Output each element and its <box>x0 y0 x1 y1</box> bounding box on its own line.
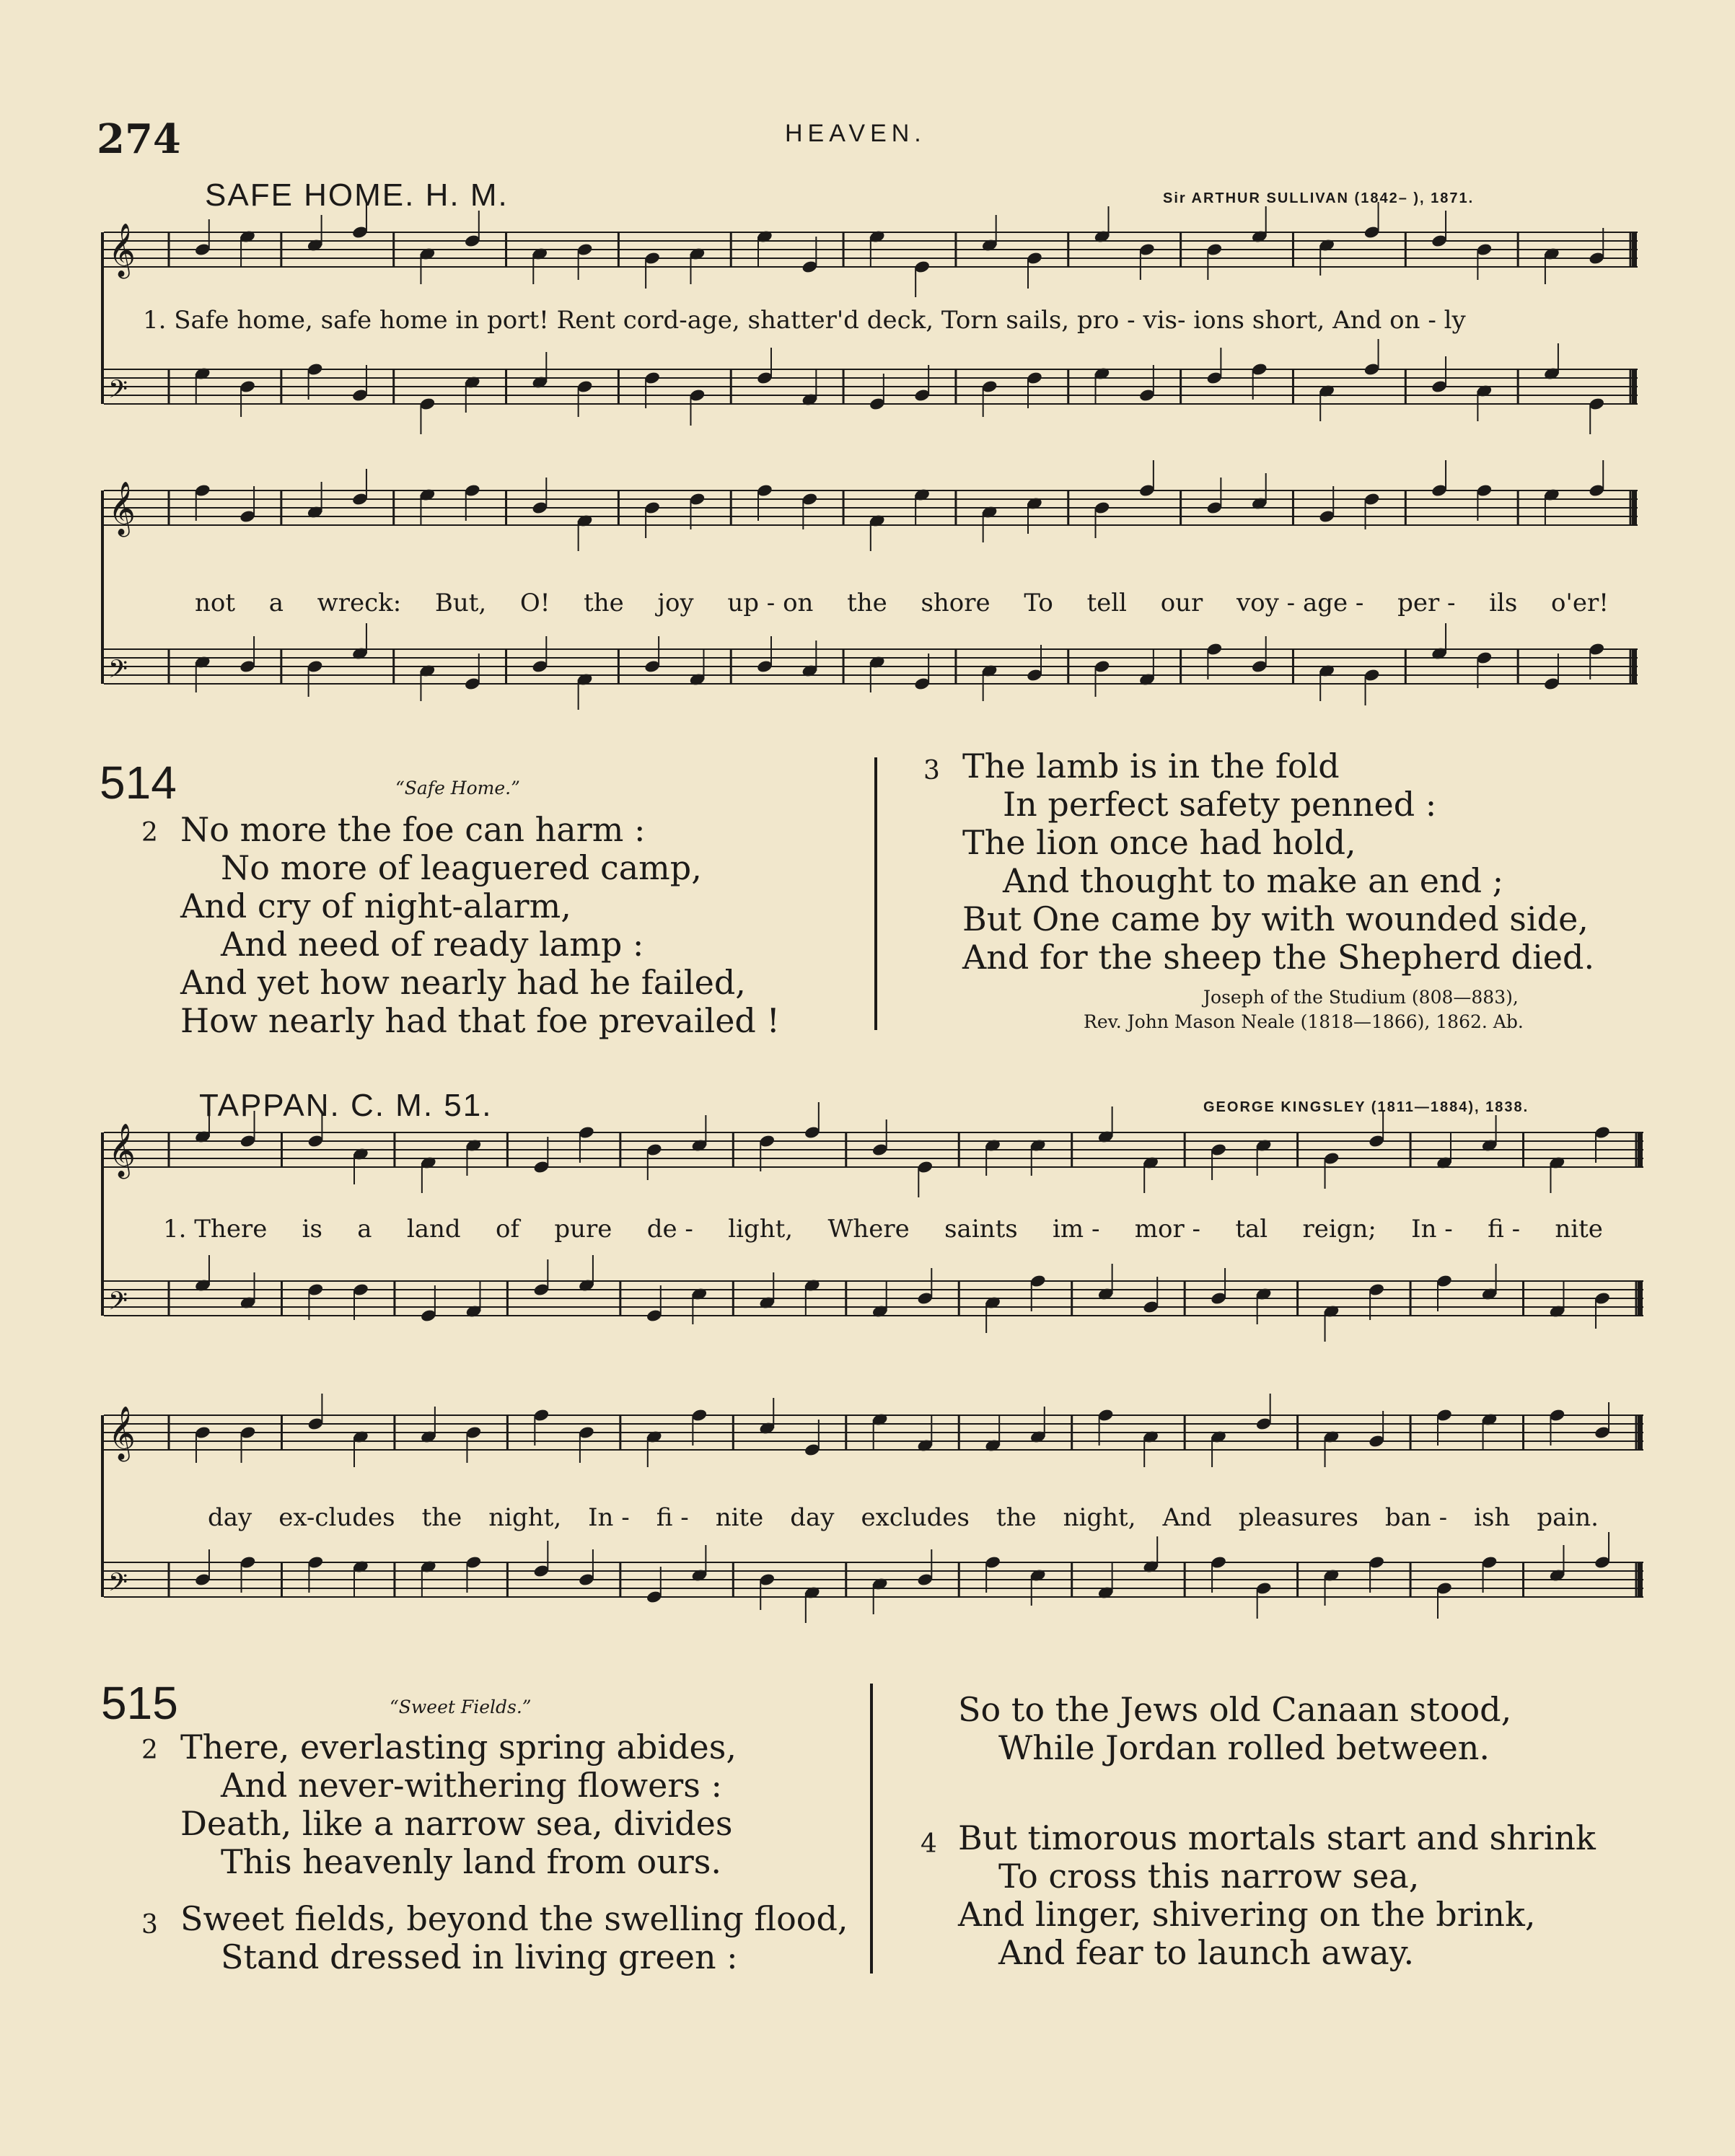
lyrics-514-line2 <box>195 589 1609 617</box>
lyric-syllable: day <box>208 1503 252 1532</box>
lyrics-515-line1 <box>163 1215 1603 1244</box>
lyric-syllable: night, <box>488 1503 562 1532</box>
final-barline <box>1632 232 1637 267</box>
lyric-syllable: is <box>302 1215 322 1244</box>
verse-line: There, everlasting spring abides, <box>180 1728 737 1766</box>
verse-line: No more of leaguered camp, <box>221 848 702 887</box>
treble-clef-icon: 𝄞 <box>108 1407 136 1460</box>
lyrics-514-line1: 1. Safe home, safe home in port! Rent cord-age, shatter'd deck, Torn sails, pro - vis- ions short, And on - ly <box>143 306 1466 335</box>
lyric-syllable: fi - <box>656 1503 689 1532</box>
final-barline <box>1638 1415 1643 1450</box>
verse-line: The lion once had hold, <box>962 823 1356 862</box>
verse-line: To cross this narrow sea, <box>998 1857 1420 1896</box>
lyric-syllable: im - <box>1053 1215 1100 1244</box>
hymn-title-515: “Sweet Fields.” <box>390 1697 532 1717</box>
composer-credit-sullivan: Sir ARTHUR SULLIVAN (1842– ), 1871. <box>1163 190 1475 206</box>
verse-line: And never-withering flowers : <box>221 1766 723 1805</box>
bass-clef-icon: 𝄢 <box>108 374 128 410</box>
lyric-syllable: To <box>1024 589 1053 617</box>
column-divider <box>870 1684 873 1974</box>
treble-clef-icon: 𝄞 <box>108 224 136 277</box>
running-title: HEAVEN. <box>785 120 926 147</box>
verse-line: But timorous mortals start and shrink <box>958 1818 1596 1857</box>
verse-number: 3 <box>923 756 940 786</box>
tune-name-tappan: TAPPAN. C. M. 51. <box>199 1088 493 1123</box>
hymn-number-515: 515 <box>101 1677 178 1729</box>
tune-name-safe-home: SAFE HOME. H. M. <box>205 177 509 213</box>
final-barline <box>1638 1562 1643 1597</box>
lyric-syllable: light, <box>728 1215 794 1244</box>
lyric-syllable: tal <box>1235 1215 1268 1244</box>
author-credit-2: Rev. John Mason Neale (1818—1866), 1862. Ab. <box>1084 1011 1524 1032</box>
verse-line: And for the sheep the Shepherd died. <box>962 938 1595 977</box>
bass-clef-icon: 𝄢 <box>108 1286 128 1321</box>
lyric-syllable: of <box>496 1215 520 1244</box>
lyric-syllable: excludes <box>861 1503 970 1532</box>
verse-line: And need of ready lamp : <box>221 925 644 964</box>
verse-line: In perfect safety penned : <box>1003 785 1437 824</box>
verse-number: 4 <box>921 1829 937 1859</box>
verse-line: And linger, shivering on the brink, <box>958 1895 1536 1934</box>
lyrics-515-line2 <box>208 1503 1599 1532</box>
verse-line: How nearly had that foe prevailed ! <box>180 1001 780 1040</box>
verse-number: 2 <box>141 1735 158 1765</box>
composer-credit-kingsley: GEORGE KINGSLEY (1811—1884), 1838. <box>1203 1099 1529 1115</box>
verse-lines <box>180 1728 737 1881</box>
verse-line: But One came by with wounded side, <box>962 899 1589 938</box>
verse-line: And thought to make an end ; <box>1003 861 1504 900</box>
verse-line: This heavenly land from ours. <box>221 1842 721 1881</box>
lyric-syllable: ban - <box>1384 1503 1448 1532</box>
lyric-syllable: And <box>1162 1503 1212 1532</box>
final-barline <box>1638 1132 1643 1167</box>
lyric-syllable: O! <box>519 589 550 617</box>
verse-line: And fear to launch away. <box>998 1933 1415 1972</box>
verse-line: Sweet fields, beyond the swelling flood, <box>180 1899 848 1938</box>
verse-number: 2 <box>141 818 158 848</box>
page-number: 274 <box>97 115 181 163</box>
lyric-syllable: ish <box>1474 1503 1511 1532</box>
lyric-syllable: night, <box>1063 1503 1136 1532</box>
verse-lines <box>958 1819 1596 1972</box>
lyric-syllable: not <box>195 589 236 617</box>
verse-lines <box>962 747 1594 977</box>
lyric-syllable: Where <box>827 1215 910 1244</box>
lyric-syllable: up - on <box>727 589 814 617</box>
final-barline <box>1632 490 1637 525</box>
lyric-syllable: o'er! <box>1551 589 1609 617</box>
lyric-syllable: a <box>268 589 284 617</box>
treble-clef-icon: 𝄞 <box>108 1124 136 1177</box>
final-barline <box>1632 649 1637 684</box>
lyric-syllable: the <box>421 1503 462 1532</box>
lyric-syllable: day <box>790 1503 835 1532</box>
lyric-syllable: pain. <box>1537 1503 1599 1532</box>
lyric-syllable: our <box>1160 589 1203 617</box>
hymn-number-514: 514 <box>100 757 177 809</box>
lyric-syllable: shore <box>921 589 991 617</box>
lyric-syllable: voy - age - <box>1236 589 1364 617</box>
hymn-title-514: “Safe Home.” <box>395 778 520 798</box>
lyric-syllable: the <box>847 589 887 617</box>
lyric-syllable: nite <box>1555 1215 1603 1244</box>
verse-line: While Jordan rolled between. <box>998 1728 1490 1767</box>
verse-line: So to the Jews old Canaan stood, <box>958 1690 1512 1729</box>
lyric-syllable: ils <box>1489 589 1518 617</box>
lyric-syllable: the <box>996 1503 1037 1532</box>
lyric-syllable: pure <box>554 1215 612 1244</box>
verse-line: No more the foe can harm : <box>180 810 646 849</box>
lyric-syllable: In - <box>588 1503 630 1532</box>
author-credit-1: Joseph of the Studium (808—883), <box>1203 987 1519 1008</box>
lyric-syllable: land <box>406 1215 461 1244</box>
lyric-syllable: wreck: <box>317 589 402 617</box>
lyric-syllable: In - <box>1411 1215 1453 1244</box>
verse-515-3-continued <box>958 1691 1511 1767</box>
treble-clef-icon: 𝄞 <box>108 482 136 535</box>
column-divider <box>874 757 877 1030</box>
final-barline <box>1632 369 1637 404</box>
verse-lines <box>180 1900 848 1976</box>
lyric-syllable: 1. There <box>163 1215 268 1244</box>
lyric-syllable: pleasures <box>1238 1503 1358 1532</box>
bass-clef-icon: 𝄢 <box>108 654 128 690</box>
lyric-syllable: a <box>357 1215 372 1244</box>
lyric-syllable: tell <box>1086 589 1128 617</box>
lyric-syllable: reign; <box>1302 1215 1376 1244</box>
verse-lines <box>180 811 780 1040</box>
lyric-syllable: ex-cludes <box>278 1503 395 1532</box>
lyric-syllable: But, <box>434 589 487 617</box>
lyric-syllable: de - <box>646 1215 693 1244</box>
lyric-syllable: per - <box>1397 589 1456 617</box>
verse-line: Stand dressed in living green : <box>221 1937 738 1976</box>
verse-line: And yet how nearly had he failed, <box>180 963 746 1002</box>
bass-clef-icon: 𝄢 <box>108 1567 128 1603</box>
lyric-syllable: nite <box>715 1503 764 1532</box>
lyric-syllable: joy <box>657 589 694 617</box>
lyric-syllable: fi - <box>1488 1215 1521 1244</box>
final-barline <box>1638 1281 1643 1316</box>
verse-line: Death, like a narrow sea, divides <box>180 1804 733 1843</box>
verse-line: And cry of night-alarm, <box>180 886 571 925</box>
lyric-syllable: saints <box>944 1215 1018 1244</box>
lyric-syllable: the <box>584 589 624 617</box>
verse-number: 3 <box>141 1910 158 1940</box>
lyric-syllable: mor - <box>1134 1215 1201 1244</box>
verse-line: The lamb is in the fold <box>962 747 1340 786</box>
